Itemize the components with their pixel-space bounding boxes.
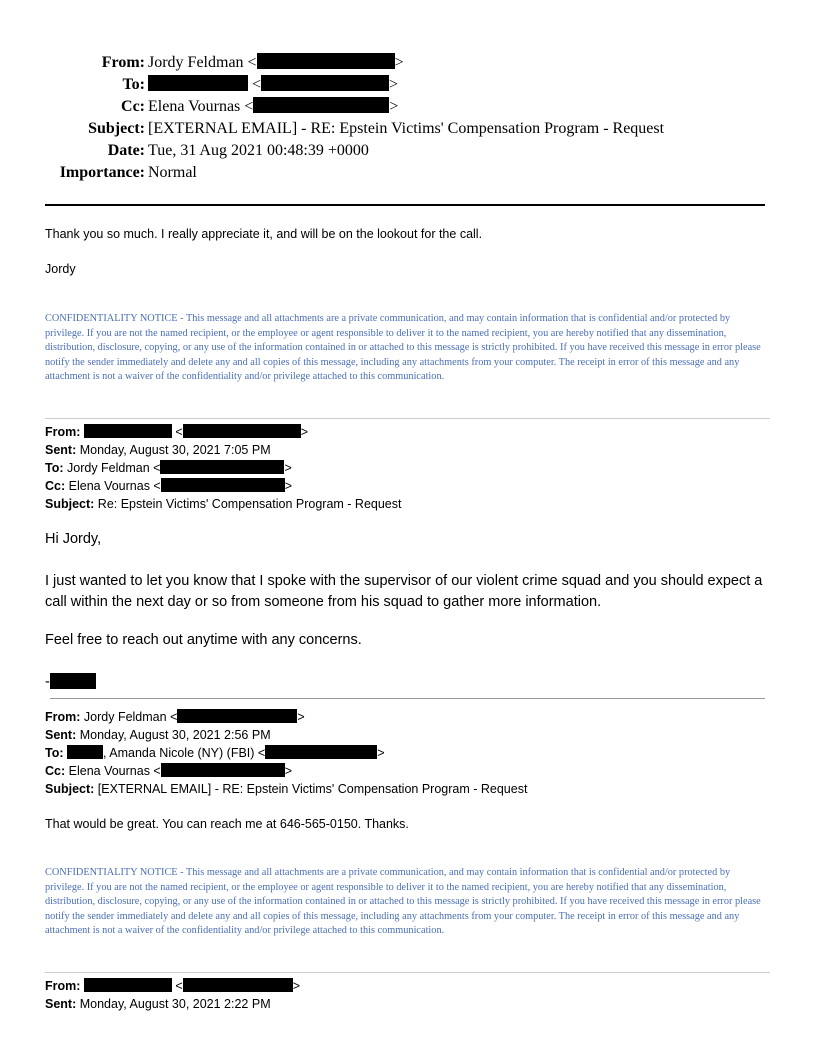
to-label: To: bbox=[122, 76, 145, 93]
cc-name: Elena Vournas bbox=[68, 764, 150, 778]
cc-name: Elena Vournas bbox=[148, 98, 241, 115]
message-body: That would be great. You can reach me at 646-565-0150. Thanks. bbox=[45, 817, 409, 831]
redaction-block bbox=[261, 75, 389, 91]
redaction-block bbox=[84, 424, 172, 438]
sent-value: Monday, August 30, 2021 7:05 PM bbox=[79, 443, 271, 457]
message-body: I just wanted to let you know that I spoke with the supervisor of our violent crime squad and you should expect a call within the next day or so from someone from his squad to gather more information. bbox=[45, 573, 763, 610]
subject-label: Subject: bbox=[45, 497, 95, 511]
from-name: Jordy Feldman bbox=[83, 710, 167, 724]
date-value: Tue, 31 Aug 2021 00:48:39 +0000 bbox=[148, 142, 369, 159]
signature-dash: - bbox=[45, 674, 50, 690]
redaction-block bbox=[148, 75, 248, 91]
message-separator bbox=[45, 972, 770, 973]
from-label: From: bbox=[45, 425, 81, 439]
sent-value: Monday, August 30, 2021 2:22 PM bbox=[79, 997, 271, 1011]
redaction-block bbox=[67, 745, 103, 759]
from-label: From: bbox=[45, 710, 81, 724]
from-label: From: bbox=[101, 54, 145, 71]
to-name: , Amanda Nicole (NY) (FBI) bbox=[103, 746, 255, 760]
redaction-block bbox=[183, 424, 301, 438]
to-label: To: bbox=[45, 461, 64, 475]
importance-label: Importance: bbox=[59, 164, 145, 181]
subject-value: [EXTERNAL EMAIL] - RE: Epstein Victims' Compensation Program - Request bbox=[148, 120, 665, 137]
confidentiality-notice: CONFIDENTIALITY NOTICE - This message and all attachments are a private communication, and may contain information that is confidential and/or protected by privilege. If you are not the named recipient, or the employee or agent responsible to deliver it to the named recipient, you are hereby notified that any dissemination, distribution, disclosure, copying, or any use of the information contained in or attached to this message is strictly prohibited. If you have received this message in error please notify the sender immediately and delete any and all copies of this message, including any attachments from your computer. The receipt in error of this message and any attachment is not a waiver of the confidentiality and/or privilege attached to this communication. bbox=[45, 313, 761, 382]
sent-label: Sent: bbox=[45, 443, 77, 457]
subject-value: Re: Epstein Victims' Compensation Program - Request bbox=[97, 497, 402, 511]
message-header: From: < > Sent: Monday, August 30, 2021 7:05 PM To: Jordy Feldman < > Cc: Elena Vournas < > Subject: Re: Epstein Victims' Compensation Program - Request bbox=[45, 425, 402, 511]
redaction-block bbox=[50, 673, 96, 689]
message-header: From: Jordy Feldman < > Sent: Monday, August 30, 2021 2:56 PM To: , Amanda Nicole (NY) (FBI) < > Cc: Elena Vournas < > Subject: [EXTERNAL EMAIL] - RE: Epstein Victims' Compensation Program - Request bbox=[45, 710, 528, 796]
cc-label: Cc: bbox=[121, 98, 145, 115]
from-name: Jordy Feldman bbox=[148, 54, 244, 71]
redaction-block bbox=[84, 978, 172, 992]
message-separator bbox=[50, 698, 765, 699]
closing-line: Feel free to reach out anytime with any concerns. bbox=[45, 632, 362, 648]
to-label: To: bbox=[45, 746, 64, 760]
signature: Jordy bbox=[45, 262, 76, 276]
sent-label: Sent: bbox=[45, 728, 77, 742]
redaction-block bbox=[257, 53, 395, 69]
redaction-block bbox=[160, 460, 284, 474]
importance-value: Normal bbox=[148, 164, 197, 181]
from-label: From: bbox=[45, 979, 81, 993]
body-line: Thank you so much. I really appreciate it, and will be on the lookout for the call. bbox=[45, 227, 483, 241]
date-label: Date: bbox=[107, 142, 145, 159]
header-divider bbox=[45, 204, 765, 206]
redaction-block bbox=[161, 478, 285, 492]
message-separator bbox=[45, 418, 770, 419]
redaction-block bbox=[161, 763, 285, 777]
subject-label: Subject: bbox=[45, 782, 95, 796]
cc-label: Cc: bbox=[45, 764, 66, 778]
sent-label: Sent: bbox=[45, 997, 77, 1011]
confidentiality-notice: CONFIDENTIALITY NOTICE - This message and all attachments are a private communication, and may contain information that is confidential and/or protected by privilege. If you are not the named recipient, or the employee or agent responsible to deliver it to the named recipient, you are hereby notified that any dissemination, distribution, disclosure, copying, or any use of the information contained in or attached to this message is strictly prohibited. If you have received this message in error please notify the sender immediately and delete any and all copies of this message, including any attachments from your computer. The receipt in error of this message and any attachment is not a waiver of the confidentiality and/or privilege attached to this communication. bbox=[45, 867, 761, 936]
subject-label: Subject: bbox=[88, 120, 145, 137]
redaction-block bbox=[177, 709, 297, 723]
greeting: Hi Jordy, bbox=[45, 531, 102, 547]
to-name: Jordy Feldman bbox=[67, 461, 150, 475]
cc-name: Elena Vournas bbox=[68, 479, 150, 493]
redaction-block bbox=[183, 978, 293, 992]
redaction-block bbox=[265, 745, 377, 759]
sent-value: Monday, August 30, 2021 2:56 PM bbox=[79, 728, 271, 742]
redaction-block bbox=[253, 97, 389, 113]
subject-value: [EXTERNAL EMAIL] - RE: Epstein Victims' Compensation Program - Request bbox=[97, 782, 528, 796]
cc-label: Cc: bbox=[45, 479, 66, 493]
message-header: From: < > Sent: Monday, August 30, 2021 2:22 PM bbox=[45, 979, 300, 1011]
